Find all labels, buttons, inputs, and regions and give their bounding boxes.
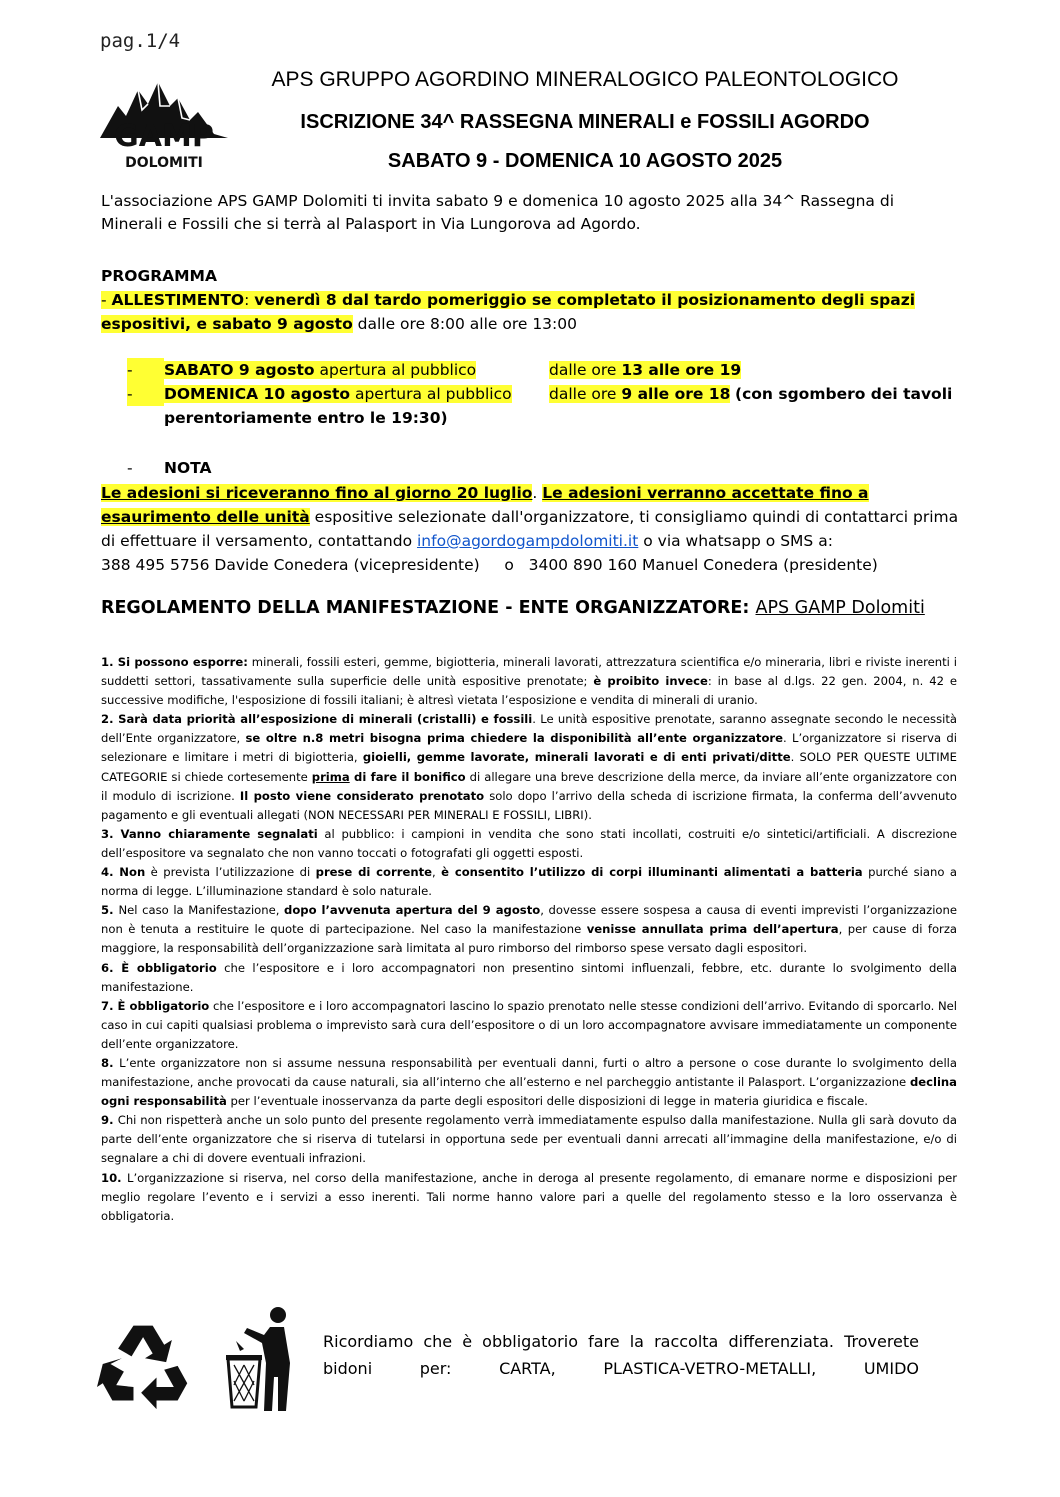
rule-text: purché siano a norma di legge. L’illuminazione standard è solo naturale.	[101, 865, 957, 899]
schedule-extra: (con sgombero dei tavoli	[735, 385, 953, 403]
contact-vicepresidente: 388 495 5756 Davide Conedera (vicepresidente)	[101, 556, 480, 574]
note-deadline: Le adesioni si riceveranno fino al giorno 20 luglio	[101, 484, 533, 502]
rule-number: 4.	[101, 865, 120, 880]
rule-text: per l’eventuale inosservanza da parte degli espositori delle disposizioni di legge in materia giuridica e fiscale.	[226, 1094, 868, 1109]
header-association: APS GRUPPO AGORDINO MINERALOGICO PALEONTOLOGICO	[271, 68, 899, 91]
rule-bold: Si possono esporre:	[117, 655, 248, 669]
rule-number: 8.	[101, 1055, 120, 1070]
rule-5	[101, 901, 957, 958]
email-link[interactable]: info@agordogampdolomiti.it	[417, 532, 639, 550]
regolamento-title-text: REGOLAMENTO DELLA MANIFESTAZIONE - ENTE ORGANIZZATORE:	[101, 598, 756, 618]
regolamento-org: APS GAMP Dolomiti	[755, 598, 925, 618]
footer-recycling-note: Ricordiamo che è obbligatorio fare la raccolta differenziata. Troverete bidoni per: CARTA, PLASTICA-VETRO-METALLI, UMIDO	[323, 1332, 919, 1378]
nota-line	[127, 456, 212, 480]
rule-text: . Le unità espositive prenotate, saranno assegnate secondo le necessità dell’Ente organizzatore,	[101, 712, 957, 746]
rule-bold: È obbligatorio	[121, 960, 217, 975]
rule-9	[101, 1111, 957, 1168]
schedule-time-prefix: dalle ore	[549, 361, 622, 379]
rule-text: solo dopo l’arrivo della scheda di iscrizione firmata, la conferma dell’avvenuto pagamento e gli eventuali allegati (NON NECESSARI PER MINERALI E FOSSILI, LIBRI).	[101, 788, 957, 822]
rule-text: è prevista l’utilizzazione di	[145, 865, 316, 880]
rule-bold: prese di corrente	[315, 865, 432, 880]
logo-text-sub: DOLOMITI	[125, 155, 203, 171]
schedule-desc: apertura al pubblico	[350, 385, 512, 403]
rule-bold: gioielli, gemme lavorate, minerali lavorati e di enti privati/ditte	[362, 750, 791, 765]
rule-6	[101, 959, 957, 997]
rule-text: : in base al d.lgs. 22 gen. 2004, n. 42 e successive modifiche, l'esposizione di fossili italiani; è altresì vietata l’esposizione e vendita di minerali di uranio.	[101, 674, 958, 708]
rule-text: di allegare una breve descrizione della merce, da inviare all’ente organizzatore con il modulo di iscrizione.	[101, 769, 957, 803]
rule-number: 2.	[101, 712, 119, 727]
rule-text: , dovesse essere sospesa a causa di eventi imprevisti l’organizzazione non è tenuta a restituire le quote di partecipazione. Nel caso la manifestazione	[101, 903, 957, 937]
allest-rest: dalle ore 8:00 alle ore 13:00	[352, 315, 577, 333]
programma-title: PROGRAMMA	[101, 267, 217, 285]
mountain-logo-icon	[98, 76, 232, 174]
schedule-day: SABATO 9 agosto	[164, 361, 315, 379]
regolamento-title	[101, 598, 925, 618]
recycle-icon	[97, 1316, 193, 1412]
schedule-cont-text: perentoriamente entro le 19:30)	[164, 409, 448, 427]
rule-text: , per cause di forza maggiore, la responsabilità dell’organizzazione sarà limitata al puro rimborso del rimborso spese versato dagli espositori.	[101, 922, 958, 956]
schedule-dash: -	[127, 382, 164, 406]
rule-text: Chi non rispetterà anche un solo punto del presente regolamento verrà immediatamente espulso dalla manifestazione. Nulla gli sarà dovuto da parte dell’ente organizzatore che si riserva di tutelarsi in opportuna sede per eventuali danni arrecati all’immagine della manifestazione, e/o di segnalare a chi di dovere eventuali infrazioni.	[101, 1113, 957, 1166]
rule-10	[101, 1169, 957, 1226]
rule-text: . L’organizzatore si riserva di selezionare e limitare i metri di bigiotteria,	[101, 731, 957, 765]
rule-1	[101, 653, 957, 710]
contact-presidente: 3400 890 160 Manuel Conedera (presidente)	[528, 556, 878, 574]
allestimento-line	[101, 288, 961, 336]
header-title: ISCRIZIONE 34^ RASSEGNA MINERALI e FOSSILI AGORDO	[300, 111, 870, 133]
rule-bold-underline: prima	[311, 769, 350, 784]
rule-text: ,	[431, 865, 442, 880]
nota-dash: -	[127, 459, 133, 477]
schedule-desc: apertura al pubblico	[314, 361, 477, 379]
rule-number: 7.	[101, 998, 118, 1013]
schedule-day: DOMENICA 10 agosto	[164, 385, 351, 403]
rule-number: 6.	[101, 960, 122, 975]
rule-bold: È obbligatorio	[117, 998, 210, 1013]
schedule-dash: -	[127, 358, 164, 382]
rule-8	[101, 1054, 957, 1111]
rule-text: al pubblico: i campioni in vendita che sono stati incollati, costruiti e/o sintetici/artificiali. A discrezione dell’espositore va segnalato che non vanno toccati o fotografati gli oggetti esposti.	[101, 826, 957, 860]
rule-7	[101, 997, 957, 1054]
rule-2	[101, 710, 957, 825]
note-text1: espositive selezionate dall'organizzatore, ti consigliamo quindi di contattarci prima di effettuare il versamento, contattando	[101, 508, 959, 550]
rule-4	[101, 863, 957, 901]
rule-text: L’organizzazione si riserva, nel corso della manifestazione, anche in deroga al presente regolamento, di emanare norme e disposizioni per meglio regolare l’evento e i servizi a esso inerenti. Tali norme hanno valore pari a quelle del regolamento stesso e la loro osservanza è obbligatoria.	[101, 1170, 957, 1223]
rule-text: che l’espositore e i loro accompagnatori non presentino sintomi influenzali, febbre, etc. durante lo svolgimento della manifestazione.	[101, 960, 957, 994]
rule-number: 10.	[101, 1170, 127, 1185]
rule-bold: è proibito invece	[593, 674, 708, 689]
trash-bin-icon	[222, 1303, 302, 1413]
schedule-row-sabato	[127, 358, 957, 382]
rule-bold: dopo l’avvenuta apertura del 9 agosto	[284, 903, 541, 918]
allest-bold: venerdì 8 dal tardo pomeriggio se completato il posizionamento degli spazi espositivi, e sabato 9 agosto	[101, 291, 916, 333]
schedule-row-domenica	[127, 382, 957, 406]
page-number: pag.1/4	[100, 30, 181, 52]
schedule-continuation	[164, 406, 448, 430]
rule-text: che l’espositore e i loro accompagnatori lascino lo spazio prenotato nelle stesse condizioni dell’arrivo. Evitando di sporcarlo. Nel caso in cui capiti qualsiasi problema o imprevisto sarà cura dell’espositore o di un loro accompagnatore avvisare immediatamente un componente dell’ente organizzatore.	[101, 998, 957, 1051]
nota-label: NOTA	[164, 459, 212, 477]
note-availability: Le adesioni verranno accettate fino a esaurimento delle unità	[101, 484, 869, 526]
contact-separator: o	[504, 556, 514, 574]
note-sep: .	[532, 484, 543, 502]
rule-bold: Non	[119, 865, 146, 880]
rule-bold: se oltre n.8 metri bisogna prima chiedere la disponibilità all’ente organizzatore	[245, 731, 783, 746]
rules-list	[101, 653, 957, 1226]
schedule-time: 9 alle ore 18	[621, 385, 731, 403]
rule-bold: Vanno chiaramente segnalati	[120, 826, 318, 841]
intro-paragraph: L'associazione APS GAMP Dolomiti ti invita sabato 9 e domenica 10 agosto 2025 alla 34^ Rassegna di Minerali e Fossili che si terrà al Palasport in Via Lungorova ad Agordo.	[101, 192, 895, 233]
allest-colon: :	[244, 291, 255, 309]
rule-number: 9.	[101, 1113, 118, 1128]
schedule-time-prefix: dalle ore	[549, 385, 622, 403]
rule-bold: è consentito l’utilizzo di corpi illuminanti alimentati a batteria	[441, 865, 863, 880]
rule-3	[101, 825, 957, 863]
rule-text: L’ente organizzatore non si assume nessuna responsabilità per eventuali danni, furti o altro a persone o cose durante lo svolgimento della manifestazione, anche provocati da cause naturali, sia all’interno che all’esterno e nel parcheggio antistante il Palasport. L’organizzazione	[101, 1055, 957, 1090]
rule-number: 5.	[101, 903, 119, 918]
note-paragraph	[101, 481, 961, 577]
rule-bold: di fare il bonifico	[349, 769, 466, 784]
allest-prefix: -	[101, 291, 112, 309]
allest-label: ALLESTIMENTO	[111, 291, 245, 309]
programma-section	[101, 264, 961, 336]
rule-number: 1.	[101, 655, 118, 669]
rule-number: 3.	[101, 826, 121, 841]
rule-text: minerali, fossili esteri, gemme, bigiotteria, minerali lavorati, attrezzatura scientifica e/o mineraria, libri e riviste inerenti i suddetti settori, tassativamente sulla superficie delle unità espositive prenotate;	[101, 655, 958, 689]
header-dates: SABATO 9 - DOMENICA 10 AGOSTO 2025	[387, 150, 783, 172]
rule-text: . SOLO PER QUESTE ULTIME CATEGORIE si chiede cortesemente	[101, 750, 957, 784]
rule-bold: venisse annullata prima dell’apertura	[586, 922, 839, 937]
logo-text-main: GAMP	[114, 119, 214, 154]
rule-bold: Sarà data priorità all’esposizione di minerali (cristalli) e fossili	[118, 712, 533, 727]
note-text2: o via whatsapp o SMS a:	[638, 532, 833, 550]
rule-bold: declina ogni responsabilità	[101, 1075, 957, 1109]
rule-text: Nel caso la Manifestazione,	[118, 903, 285, 918]
rule-bold: Il posto viene considerato prenotato	[239, 788, 485, 803]
schedule-time: 13 alle ore 19	[621, 361, 742, 379]
